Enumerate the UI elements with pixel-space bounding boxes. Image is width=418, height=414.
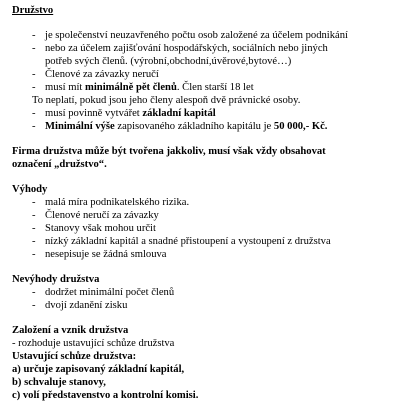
section-title-zalozeni: Založení a vznik družstva <box>12 325 129 336</box>
list-item: - musí povinně vytvářet základní kapitál <box>12 107 418 120</box>
section-title-vyhody: Výhody <box>12 184 48 195</box>
note-line: To neplatí, pokud jsou jeho členy alespoň dvě právnické osoby. <box>32 95 301 106</box>
list-item: - dodržet minimální počet členů <box>12 286 418 299</box>
list-item: - Minimální výše zapisovaného základního kapitálu je 50 000,- Kč. <box>12 120 418 133</box>
section-title-druzstvo: Družstvo <box>12 5 54 16</box>
zalozeni-line-1: - rozhoduje ustavující schůze družstva <box>12 338 175 349</box>
list-item: - nízký základní kapitál a snadné přistoupení a vystoupení z družstva <box>12 235 418 248</box>
list-item: - nebo za účelem zajišťování hospodářských, sociálních nebo jiných <box>12 42 418 55</box>
list-item: - nesepisuje se žádná smlouva <box>12 248 418 261</box>
zalozeni-item-a: a) určuje zapisovaný základní kapitál, <box>12 364 185 375</box>
list-item: - musí mít minimálně pět členů. Člen starší 18 let <box>12 81 418 94</box>
list-item-continuation: potřeb svých členů. (výrobní,obchodní,úvěrové,bytové…) <box>45 56 292 67</box>
zalozeni-item-c: c) volí představenstvo a kontrolní komisi. <box>12 390 199 401</box>
list-item: - je společenství neuzavřeného počtu osob založené za účelem podnikání <box>12 29 418 42</box>
section-title-nevyhody: Nevýhody družstva <box>12 274 100 285</box>
list-item: - malá míra podnikatelského rizika. <box>12 196 418 209</box>
list-item: - Stanovy však mohou určit <box>12 222 418 235</box>
zalozeni-item-b: b) schvaluje stanovy, <box>12 377 106 388</box>
list-item: - dvojí zdanění zisku <box>12 299 418 312</box>
list-item: - Členové za závazky neručí <box>12 68 418 81</box>
firma-line-2: označení „družstvo“. <box>12 159 107 170</box>
list-item: - Členové neručí za závazky <box>12 209 418 222</box>
firma-line-1: Firma družstva může být tvořena jakkoliv, musí však vždy obsahovat <box>12 146 326 157</box>
zalozeni-line-2: Ustavující schůze družstva: <box>12 351 137 362</box>
